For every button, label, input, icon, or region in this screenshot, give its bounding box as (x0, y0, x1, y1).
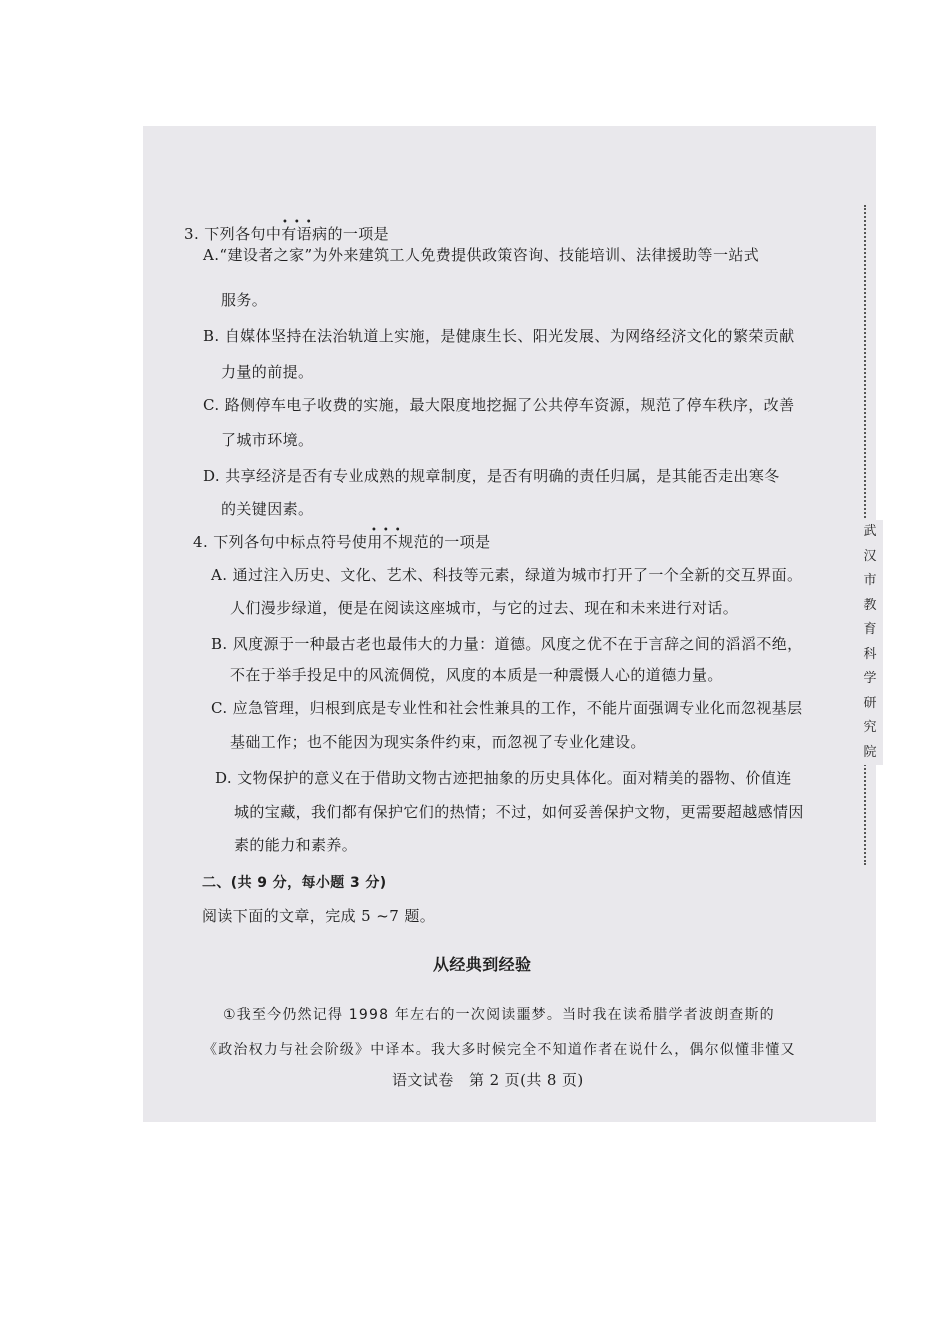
emphasis-dots: ••• (371, 525, 407, 536)
binding-organization-text (857, 520, 883, 765)
q3-option-a: A.“建设者之家”为外来建筑工人免费提供政策咨询、技能培训、法律援助等一站式 (203, 246, 760, 264)
question-3-stem (184, 217, 390, 244)
q4-option-b-cont: 不在于举手投足中的风流倜傥，风度的本质是一种震慑人心的道德力量。 (230, 666, 723, 684)
q3-option-b: B. 自媒体坚持在法治轨道上实施，是健康生长、阳光发展、为网络经济文化的繁荣贡献 (203, 327, 795, 345)
q4-option-a-cont: 人们漫步绿道，便是在阅读这座城市，与它的过去、现在和未来进行对话。 (230, 599, 739, 617)
q4-option-c-cont: 基础工作；也不能因为现实条件约束，而忽视了专业化建设。 (230, 733, 646, 751)
q3-option-a-cont: 服务。 (221, 291, 268, 309)
binding-char: 教 (863, 597, 877, 613)
question-4-stem (193, 525, 491, 552)
q3-option-c: C. 路侧停车电子收费的实施，最大限度地挖掘了公共停车资源，规范了停车秩序，改善 (203, 396, 795, 414)
q4-option-c: C. 应急管理，归根到底是专业性和社会性兼具的工作，不能片面强调专业化而忽视基层 (211, 699, 803, 717)
binding-char: 科 (863, 646, 877, 662)
q3-option-d: D. 共享经济是否有专业成熟的规章制度，是否有明确的责任归属，是其能否走出寒冬 (203, 467, 780, 485)
q3-option-c-cont: 了城市环境。 (221, 431, 314, 449)
q4-option-a: A. 通过注入历史、文化、艺术、科技等元素，绿道为城市打开了一个全新的交互界面。 (211, 566, 803, 584)
question-4-text: 4. 下列各句中标点符号使用不规范的一项是 (193, 533, 491, 551)
binding-char: 育 (863, 622, 877, 637)
binding-char: 市 (863, 573, 877, 588)
article-paragraph-1: ①我至今仍然记得 1998 年左右的一次阅读噩梦。当时我在读希腊学者波朗查斯的 (223, 1007, 775, 1023)
section-2-instruction: 阅读下面的文章，完成 5 ~7 题。 (202, 907, 436, 925)
binding-char: 汉 (863, 548, 877, 564)
q4-option-d-cont: 城的宝藏，我们都有保护它们的热情；不过，如何妥善保护文物，更需要超越感情因 (234, 803, 804, 821)
q3-option-b-cont: 力量的前提。 (221, 363, 314, 381)
q3-option-d-cont: 的关键因素。 (221, 500, 314, 518)
binding-char: 学 (863, 671, 877, 686)
question-3-text: 3. 下列各句中有语病的一项是 (184, 225, 390, 243)
q4-option-b: B. 风度源于一种最古老也最伟大的力量：道德。风度之优不在于言辞之间的滔滔不绝， (211, 635, 803, 653)
binding-char: 院 (863, 744, 877, 760)
article-title: 从经典到经验 (433, 955, 532, 974)
binding-char: 究 (863, 720, 877, 735)
emphasis-dots: ••• (282, 217, 318, 228)
binding-char: 研 (863, 695, 877, 711)
binding-char: 武 (863, 524, 877, 539)
q4-option-d: D. 文物保护的意义在于借助文物古迹把抽象的历史具体化。面对精美的器物、价值连 (215, 769, 792, 787)
page-footer: 语文试卷 第 2 页(共 8 页) (392, 1071, 584, 1089)
article-paragraph-1-cont: 《政治权力与社会阶级》中译本。我大多时候完全不知道作者在说什么，偶尔似懂非懂又 (203, 1042, 796, 1058)
section-2-title: 二、(共 9 分，每小题 3 分) (202, 875, 387, 891)
q4-option-d-cont2: 素的能力和素养。 (234, 836, 358, 854)
